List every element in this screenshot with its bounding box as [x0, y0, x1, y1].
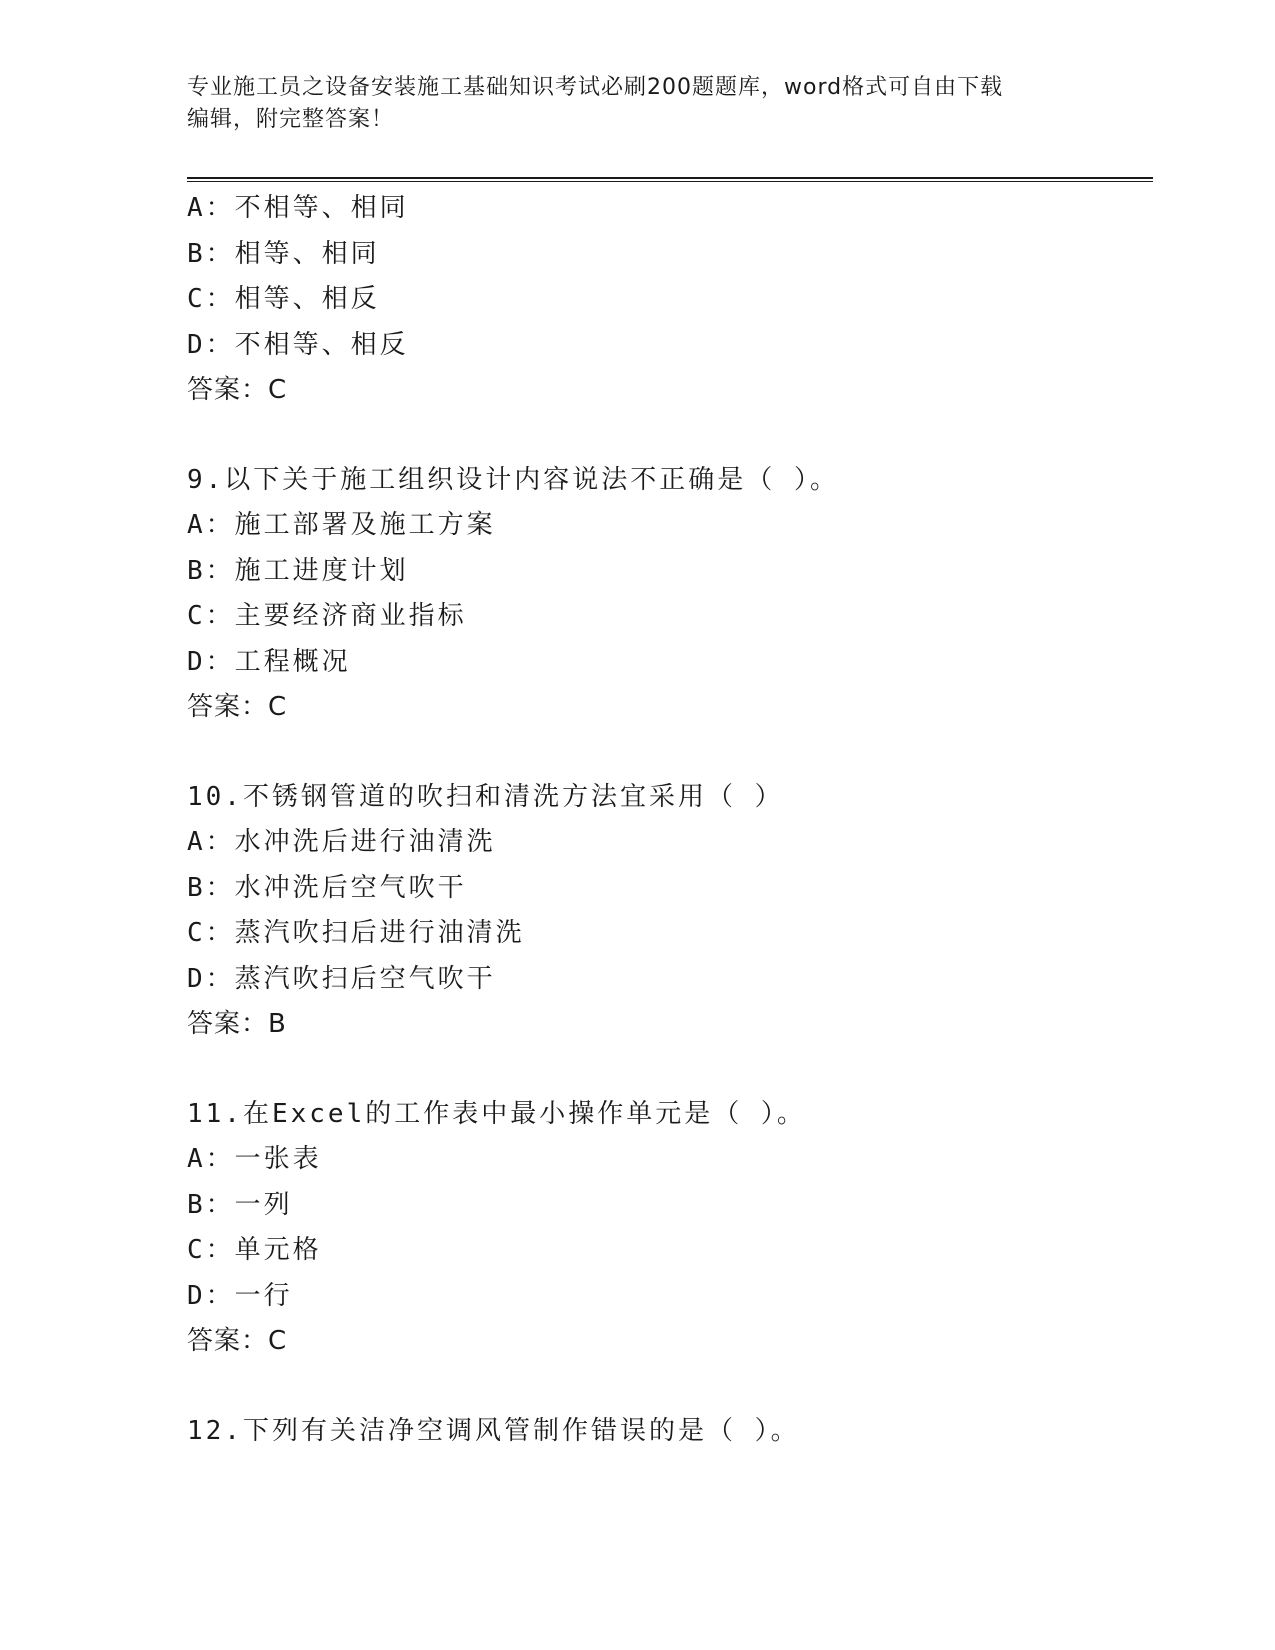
block-spacer — [187, 1365, 1153, 1409]
question-block — [187, 1092, 1153, 1365]
header-line-2: 编辑，附完整答案！ — [187, 107, 395, 132]
option-b: B：水冲洗后空气吹干 — [187, 872, 467, 903]
question-block — [187, 1409, 1153, 1455]
question-text: 12.下列有关洁净空调风管制作错误的是（ ）。 — [187, 1415, 800, 1446]
question-block — [187, 186, 1153, 414]
question-text: 10.不锈钢管道的吹扫和清洗方法宜采用（ ） — [187, 781, 784, 812]
answer-line: 答案：C — [187, 1326, 288, 1356]
page-header — [187, 72, 1067, 136]
option-c: C：蒸汽吹扫后进行油清洗 — [187, 918, 525, 948]
option-a: A：不相等、相同 — [187, 193, 409, 223]
block-spacer — [187, 1048, 1153, 1092]
option-b: B：相等、相同 — [187, 238, 380, 269]
option-c: C：单元格 — [187, 1235, 322, 1265]
header-divider-thin — [187, 181, 1153, 182]
question-text: 9.以下关于施工组织设计内容说法不正确是（ ）。 — [187, 464, 839, 495]
option-d: D：蒸汽吹扫后空气吹干 — [187, 963, 496, 994]
option-a: A：水冲洗后进行油清洗 — [187, 827, 496, 857]
option-c: C：主要经济商业指标 — [187, 601, 467, 631]
option-a: A：施工部署及施工方案 — [187, 510, 496, 540]
option-d: D：工程概况 — [187, 646, 351, 677]
question-block — [187, 458, 1153, 731]
header-divider-thick — [187, 177, 1153, 179]
question-list — [187, 186, 1153, 1454]
question-text: 11.在Excel的工作表中最小操作单元是（ ）。 — [187, 1098, 806, 1129]
block-spacer — [187, 731, 1153, 775]
option-b: B：施工进度计划 — [187, 555, 409, 586]
answer-line: 答案：C — [187, 375, 288, 405]
option-d: D：一行 — [187, 1280, 293, 1311]
answer-line: 答案：C — [187, 692, 288, 722]
option-a: A：一张表 — [187, 1144, 322, 1174]
answer-line: 答案：B — [187, 1009, 287, 1039]
option-c: C：相等、相反 — [187, 284, 380, 314]
option-b: B：一列 — [187, 1189, 293, 1220]
option-d: D：不相等、相反 — [187, 329, 409, 360]
header-line-1: 专业施工员之设备安装施工基础知识考试必刷200题题库，word格式可自由下载 — [187, 75, 1004, 100]
question-block — [187, 775, 1153, 1048]
block-spacer — [187, 414, 1153, 458]
